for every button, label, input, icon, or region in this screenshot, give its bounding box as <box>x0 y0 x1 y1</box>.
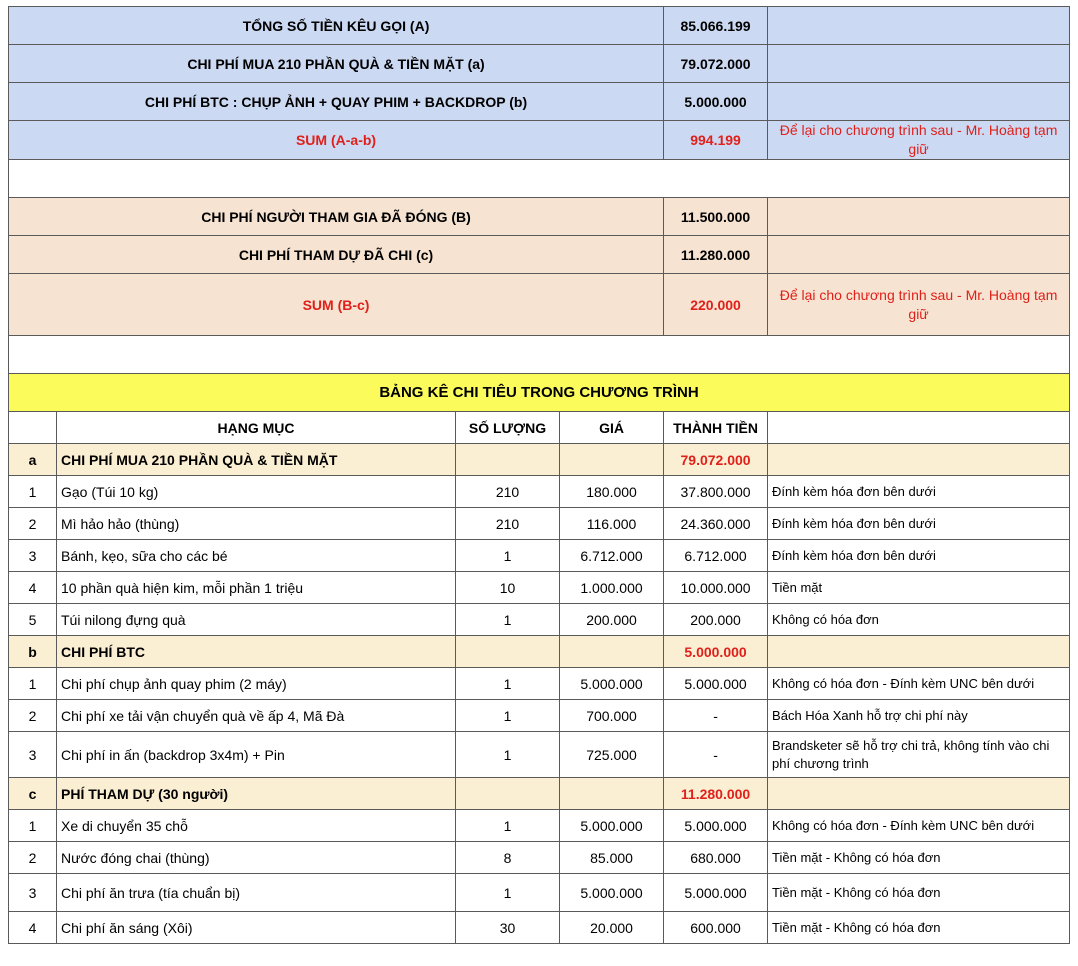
section-title: CHI PHÍ MUA 210 PHẦN QUÀ & TIỀN MẶT <box>57 444 456 476</box>
section-id: a <box>9 444 57 476</box>
item-price: 1.000.000 <box>560 572 664 604</box>
row-number: 1 <box>9 476 57 508</box>
table-row <box>9 540 1070 572</box>
section-id: c <box>9 778 57 810</box>
row-number: 1 <box>9 668 57 700</box>
table-row <box>9 668 1070 700</box>
item-name: Chi phí chụp ảnh quay phim (2 máy) <box>57 668 456 700</box>
item-price: 6.712.000 <box>560 540 664 572</box>
item-qty: 1 <box>456 732 560 778</box>
item-name: Túi nilong đựng quà <box>57 604 456 636</box>
item-name: Chi phí ăn trưa (tía chuẩn bị) <box>57 874 456 912</box>
item-name: Chi phí xe tải vận chuyển quà về ấp 4, Mã Đà <box>57 700 456 732</box>
table-row <box>9 874 1070 912</box>
section-row-c <box>9 778 1070 810</box>
item-qty: 1 <box>456 874 560 912</box>
item-qty: 1 <box>456 604 560 636</box>
summary-row-total-raised <box>9 7 1070 45</box>
item-qty: 8 <box>456 842 560 874</box>
summary-note <box>768 83 1070 121</box>
column-header-price: GIÁ <box>560 412 664 444</box>
item-amount: 680.000 <box>664 842 768 874</box>
table-row <box>9 604 1070 636</box>
item-amount: 10.000.000 <box>664 572 768 604</box>
summary-row-attendance-spent <box>9 236 1070 274</box>
column-header <box>9 412 57 444</box>
item-note: Không có hóa đơn - Đính kèm UNC bên dưới <box>768 810 1070 842</box>
summary-value: 11.280.000 <box>664 236 768 274</box>
item-note: Không có hóa đơn <box>768 604 1070 636</box>
item-qty: 1 <box>456 700 560 732</box>
row-number: 3 <box>9 540 57 572</box>
summary-label: CHI PHÍ MUA 210 PHẦN QUÀ & TIỀN MẶT (a) <box>9 45 664 83</box>
item-qty: 10 <box>456 572 560 604</box>
item-name: Xe di chuyển 35 chỗ <box>57 810 456 842</box>
summary-note <box>768 236 1070 274</box>
item-note: Đính kèm hóa đơn bên dưới <box>768 476 1070 508</box>
summary-row-sum-b <box>9 274 1070 336</box>
item-amount: 600.000 <box>664 912 768 944</box>
detail-title-row <box>9 374 1070 412</box>
item-price: 5.000.000 <box>560 668 664 700</box>
summary-label: CHI PHÍ NGƯỜI THAM GIA ĐÃ ĐÓNG (B) <box>9 198 664 236</box>
item-qty: 1 <box>456 668 560 700</box>
row-number: 5 <box>9 604 57 636</box>
summary-label: CHI PHÍ BTC : CHỤP ẢNH + QUAY PHIM + BACKDROP (b) <box>9 83 664 121</box>
item-price: 200.000 <box>560 604 664 636</box>
budget-sheet <box>8 6 1069 944</box>
sum-label: SUM (A-a-b) <box>9 121 664 160</box>
section-note <box>768 778 1070 810</box>
item-price: 700.000 <box>560 700 664 732</box>
item-qty: 210 <box>456 476 560 508</box>
table-row <box>9 810 1070 842</box>
table-row <box>9 842 1070 874</box>
column-header-qty: SỐ LƯỢNG <box>456 412 560 444</box>
section-total: 5.000.000 <box>664 636 768 668</box>
item-name: Gạo (Túi 10 kg) <box>57 476 456 508</box>
spacer-row <box>9 336 1070 374</box>
table-row <box>9 700 1070 732</box>
item-price: 5.000.000 <box>560 874 664 912</box>
row-number: 2 <box>9 700 57 732</box>
column-header <box>768 412 1070 444</box>
sum-note: Để lại cho chương trình sau - Mr. Hoàng tạm giữ <box>768 274 1070 336</box>
item-amount: 5.000.000 <box>664 874 768 912</box>
item-amount: 200.000 <box>664 604 768 636</box>
table-row <box>9 912 1070 944</box>
section-qty <box>456 444 560 476</box>
section-total: 79.072.000 <box>664 444 768 476</box>
item-qty: 30 <box>456 912 560 944</box>
section-total: 11.280.000 <box>664 778 768 810</box>
section-qty <box>456 636 560 668</box>
item-note: Đính kèm hóa đơn bên dưới <box>768 540 1070 572</box>
spacer-cell <box>9 336 1070 374</box>
row-number: 1 <box>9 810 57 842</box>
spacer-cell <box>9 160 1070 198</box>
item-amount: - <box>664 700 768 732</box>
row-number: 2 <box>9 842 57 874</box>
summary-row-gift-cost <box>9 45 1070 83</box>
section-title: PHÍ THAM DỰ (30 người) <box>57 778 456 810</box>
row-number: 2 <box>9 508 57 540</box>
item-name: Nước đóng chai (thùng) <box>57 842 456 874</box>
summary-value: 85.066.199 <box>664 7 768 45</box>
detail-title: BẢNG KÊ CHI TIÊU TRONG CHƯƠNG TRÌNH <box>9 374 1070 412</box>
row-number: 4 <box>9 912 57 944</box>
budget-table <box>8 6 1070 944</box>
spacer-row <box>9 160 1070 198</box>
section-id: b <box>9 636 57 668</box>
table-row <box>9 508 1070 540</box>
item-name: 10 phần quà hiện kim, mỗi phần 1 triệu <box>57 572 456 604</box>
sum-value: 220.000 <box>664 274 768 336</box>
item-note: Không có hóa đơn - Đính kèm UNC bên dưới <box>768 668 1070 700</box>
table-row <box>9 732 1070 778</box>
item-price: 116.000 <box>560 508 664 540</box>
section-row-a <box>9 444 1070 476</box>
summary-note <box>768 7 1070 45</box>
section-title: CHI PHÍ BTC <box>57 636 456 668</box>
item-price: 180.000 <box>560 476 664 508</box>
item-qty: 1 <box>456 810 560 842</box>
sum-label: SUM (B-c) <box>9 274 664 336</box>
section-note <box>768 444 1070 476</box>
item-note: Tiền mặt - Không có hóa đơn <box>768 874 1070 912</box>
item-qty: 1 <box>456 540 560 572</box>
summary-label: CHI PHÍ THAM DỰ ĐÃ CHI (c) <box>9 236 664 274</box>
item-note: Bách Hóa Xanh hỗ trợ chi phí này <box>768 700 1070 732</box>
sum-value: 994.199 <box>664 121 768 160</box>
item-note: Tiền mặt - Không có hóa đơn <box>768 842 1070 874</box>
section-row-b <box>9 636 1070 668</box>
detail-header-row <box>9 412 1070 444</box>
sum-note: Để lại cho chương trình sau - Mr. Hoàng tạm giữ <box>768 121 1070 160</box>
item-note: Đính kèm hóa đơn bên dưới <box>768 508 1070 540</box>
row-number: 3 <box>9 732 57 778</box>
section-price <box>560 444 664 476</box>
item-note: Tiền mặt - Không có hóa đơn <box>768 912 1070 944</box>
column-header-item: HẠNG MỤC <box>57 412 456 444</box>
item-price: 20.000 <box>560 912 664 944</box>
summary-row-organizer-cost <box>9 83 1070 121</box>
summary-value: 79.072.000 <box>664 45 768 83</box>
item-name: Chi phí ăn sáng (Xôi) <box>57 912 456 944</box>
summary-label: TỔNG SỐ TIỀN KÊU GỌI (A) <box>9 7 664 45</box>
section-note <box>768 636 1070 668</box>
item-name: Bánh, kẹo, sữa cho các bé <box>57 540 456 572</box>
section-qty <box>456 778 560 810</box>
item-price: 85.000 <box>560 842 664 874</box>
summary-row-participant-paid <box>9 198 1070 236</box>
item-amount: 6.712.000 <box>664 540 768 572</box>
table-row <box>9 476 1070 508</box>
item-amount: 5.000.000 <box>664 668 768 700</box>
item-amount: - <box>664 732 768 778</box>
item-note: Tiền mặt <box>768 572 1070 604</box>
summary-value: 11.500.000 <box>664 198 768 236</box>
item-amount: 37.800.000 <box>664 476 768 508</box>
detail-body <box>9 444 1070 944</box>
summary-value: 5.000.000 <box>664 83 768 121</box>
item-amount: 24.360.000 <box>664 508 768 540</box>
item-amount: 5.000.000 <box>664 810 768 842</box>
summary-note <box>768 45 1070 83</box>
row-number: 4 <box>9 572 57 604</box>
summary-note <box>768 198 1070 236</box>
summary-row-sum-a <box>9 121 1070 160</box>
section-price <box>560 636 664 668</box>
table-row <box>9 572 1070 604</box>
item-qty: 210 <box>456 508 560 540</box>
item-note: Brandsketer sẽ hỗ trợ chi trả, không tính vào chi phí chương trình <box>768 732 1070 778</box>
section-price <box>560 778 664 810</box>
item-name: Chi phí in ấn (backdrop 3x4m) + Pin <box>57 732 456 778</box>
item-price: 5.000.000 <box>560 810 664 842</box>
item-name: Mì hảo hảo (thùng) <box>57 508 456 540</box>
item-price: 725.000 <box>560 732 664 778</box>
row-number: 3 <box>9 874 57 912</box>
column-header-amount: THÀNH TIỀN <box>664 412 768 444</box>
